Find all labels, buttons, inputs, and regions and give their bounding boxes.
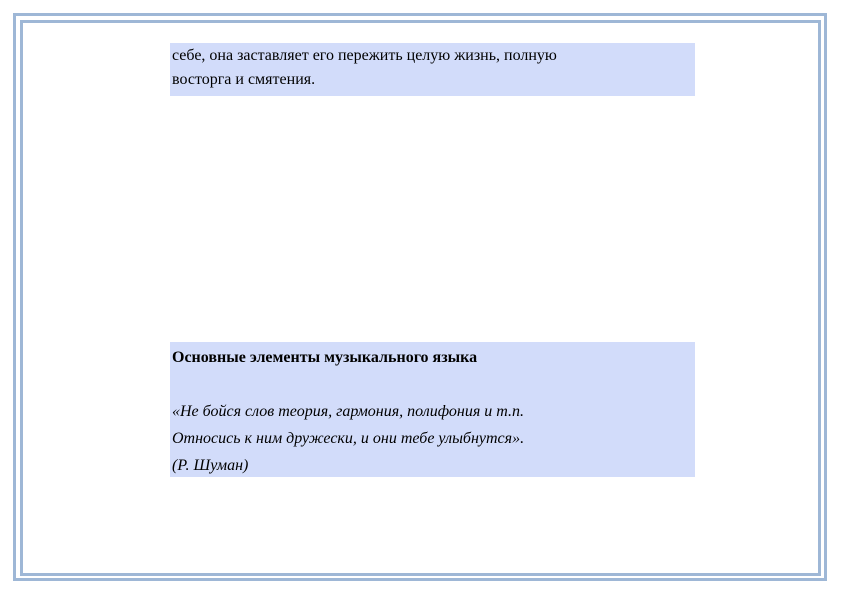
blank-line (172, 370, 693, 398)
quote-line: Относись к ним дружески, и они тебе улыбнутся». (172, 430, 525, 447)
quote-attribution: (Р. Шуман) (172, 457, 249, 474)
body-text-line: восторга и смятения. (172, 71, 316, 88)
body-text-line: себе, она заставляет его пережить целую жизнь, полную (172, 47, 557, 64)
section-heading: Основные элементы музыкального языка (172, 349, 478, 366)
text-block-continuation (170, 43, 695, 96)
text-block-section (170, 342, 695, 477)
epigraph-quote (172, 398, 693, 479)
page-border-inner (20, 20, 821, 576)
quote-line: «Не бойся слов теория, гармония, полифония и т.п. (172, 403, 525, 420)
